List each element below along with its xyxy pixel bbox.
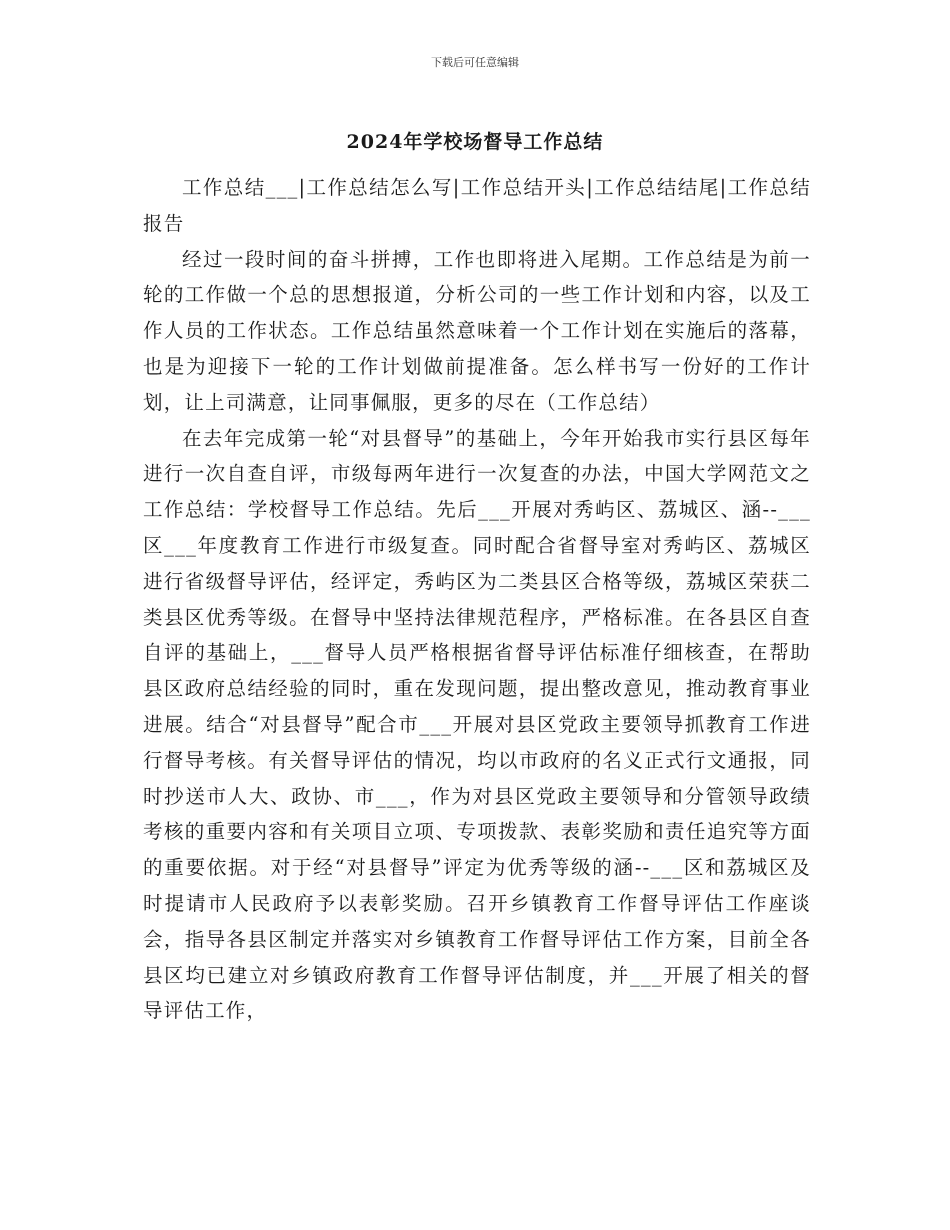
document-body [143, 170, 811, 1029]
paragraph-main: 在去年完成第一轮“对县督导”的基础上，今年开始我市实行县区每年进行一次自查自评，市级每两年进行一次复查的办法，中国大学网范文之工作总结：学校督导工作总结。先后___开展对秀屿区、荔城区、涵--___区___年度教育工作进行市级复查。同时配合省督导室对秀屿区、荔城区进行省级督导评估，经评定，秀屿区为二类县区合格等级，荔城区荣获二类县区优秀等级。在督导中坚持法律规范程序，严格标准。在各县区自查自评的基础上，___督导人员严格根据省督导评估标准仔细核查，在帮助县区政府总结经验的同时，重在发现问题，提出整改意见，推动教育事业进展。结合“对县督导”配合市___开展对县区党政主要领导抓教育工作进行督导考核。有关督导评估的情况，均以市政府的名义正式行文通报，同时抄送市人大、政协、市___，作为对县区党政主要领导和分管领导政绩考核的重要内容和有关项目立项、专项拨款、表彰奖励和责任追究等方面的重要依据。对于经“对县督导”评定为优秀等级的涵--___区和荔城区及时提请市人民政府予以表彰奖励。召开乡镇教育工作督导评估工作座谈会，指导各县区制定并落实对乡镇教育工作督导评估工作方案，目前全各县区均已建立对乡镇政府教育工作督导评估制度，并___开展了相关的督导评估工作， [143, 426, 811, 1023]
page-header: 下载后可任意编辑 [431, 56, 519, 69]
paragraph-tags: 工作总结___|工作总结怎么写|工作总结开头|工作总结结尾|工作总结报告 [143, 176, 811, 235]
document-title: 2024年学校场督导工作总结 [346, 131, 604, 153]
paragraph-intro: 经过一段时间的奋斗拼搏，工作也即将进入尾期。工作总结是为前一轮的工作做一个总的思想报道，分析公司的一些工作计划和内容，以及工作人员的工作状态。工作总结虽然意味着一个工作计划在实施后的落幕，也是为迎接下一轮的工作计划做前提准备。怎么样书写一份好的工作计划，让上司满意，让同事佩服，更多的尽在（工作总结） [143, 247, 811, 414]
